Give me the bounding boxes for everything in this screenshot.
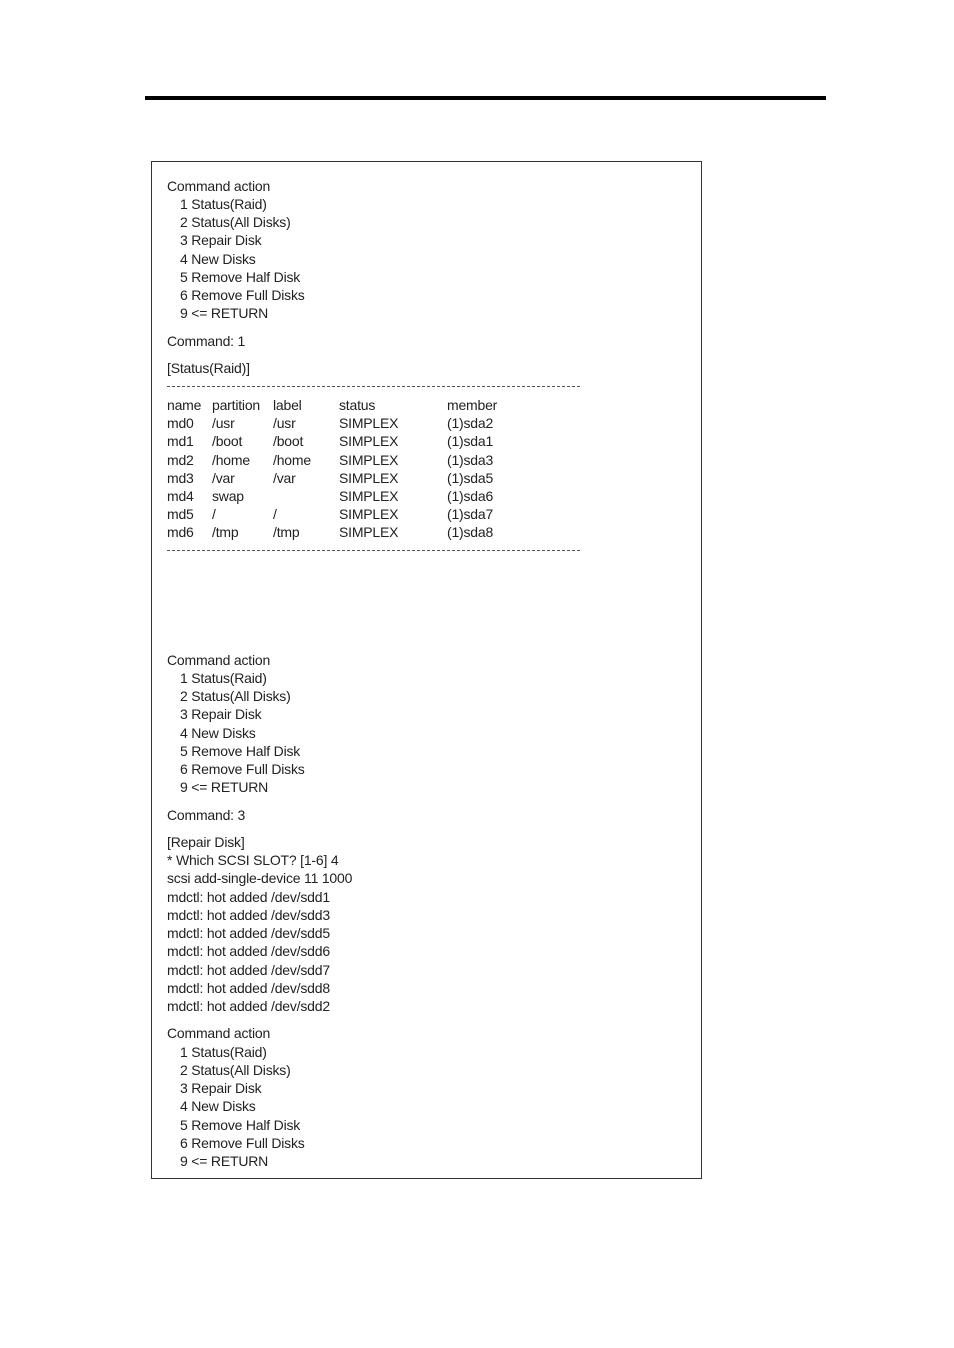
output-line: mdctl: hot added /dev/sdd3 xyxy=(167,907,330,923)
table-cell: (1)sda7 xyxy=(447,506,494,522)
menu-option: 6 Remove Full Disks xyxy=(180,761,305,777)
menu-option: 3 Repair Disk xyxy=(180,706,262,722)
table-cell: (1)sda3 xyxy=(447,452,494,468)
table-cell: /var xyxy=(212,470,235,486)
command-line: Command: 3 xyxy=(167,807,246,823)
menu-option: 1 Status(Raid) xyxy=(180,1044,267,1060)
menu-option: 1 Status(Raid) xyxy=(180,196,267,212)
table-cell: /boot xyxy=(273,433,304,449)
console-panel xyxy=(151,161,702,1179)
menu-option: 3 Repair Disk xyxy=(180,232,262,248)
table-cell: md5 xyxy=(167,506,194,522)
section-title: [Repair Disk] xyxy=(167,834,245,850)
table-cell: / xyxy=(212,506,216,522)
output-line: * Which SCSI SLOT? [1-6] 4 xyxy=(167,852,339,868)
output-line: scsi add-single-device 11 1000 xyxy=(167,870,353,886)
table-cell: /home xyxy=(212,452,250,468)
table-cell: /tmp xyxy=(212,524,239,540)
table-cell: SIMPLEX xyxy=(339,524,399,540)
table-header-cell: member xyxy=(447,397,498,413)
menu-option: 6 Remove Full Disks xyxy=(180,1135,305,1151)
table-cell: md3 xyxy=(167,470,194,486)
table-cell: (1)sda8 xyxy=(447,524,494,540)
table-cell: md2 xyxy=(167,452,194,468)
table-cell: /boot xyxy=(212,433,243,449)
menu-option: 1 Status(Raid) xyxy=(180,670,267,686)
table-cell: (1)sda6 xyxy=(447,488,494,504)
table-cell: md0 xyxy=(167,415,194,431)
table-cell: SIMPLEX xyxy=(339,433,399,449)
menu-option: 3 Repair Disk xyxy=(180,1080,262,1096)
output-line: mdctl: hot added /dev/sdd8 xyxy=(167,980,330,996)
table-header-cell: partition xyxy=(212,397,261,413)
command-action-header: Command action xyxy=(167,1025,271,1041)
command-action-header: Command action xyxy=(167,652,271,668)
table-header-cell: name xyxy=(167,397,202,413)
table-cell: SIMPLEX xyxy=(339,415,399,431)
table-cell: md6 xyxy=(167,524,194,540)
table-cell: SIMPLEX xyxy=(339,506,399,522)
menu-option: 2 Status(All Disks) xyxy=(180,1062,291,1078)
table-cell: (1)sda5 xyxy=(447,470,494,486)
output-line: mdctl: hot added /dev/sdd2 xyxy=(167,998,330,1014)
table-header-cell: status xyxy=(339,397,376,413)
menu-option: 9 <= RETURN xyxy=(180,305,269,321)
table-cell: md4 xyxy=(167,488,194,504)
menu-option: 4 New Disks xyxy=(180,1098,256,1114)
table-cell: /var xyxy=(273,470,296,486)
menu-option: 5 Remove Half Disk xyxy=(180,743,301,759)
table-cell: / xyxy=(273,506,277,522)
menu-option: 9 <= RETURN xyxy=(180,1153,269,1169)
menu-option: 6 Remove Full Disks xyxy=(180,287,305,303)
table-divider-top xyxy=(167,386,580,387)
menu-option: 4 New Disks xyxy=(180,725,256,741)
section-title: [Status(Raid)] xyxy=(167,360,250,376)
table-cell: /usr xyxy=(212,415,235,431)
table-cell: /tmp xyxy=(273,524,300,540)
table-cell: swap xyxy=(212,488,244,504)
menu-option: 5 Remove Half Disk xyxy=(180,1117,301,1133)
command-line: Command: 1 xyxy=(167,333,246,349)
table-header-cell: label xyxy=(273,397,302,413)
menu-option: 2 Status(All Disks) xyxy=(180,214,291,230)
table-cell: (1)sda1 xyxy=(447,433,494,449)
output-line: mdctl: hot added /dev/sdd1 xyxy=(167,889,330,905)
table-divider-bottom xyxy=(167,550,580,551)
table-cell: /usr xyxy=(273,415,296,431)
table-cell: /home xyxy=(273,452,311,468)
menu-option: 4 New Disks xyxy=(180,251,256,267)
table-cell: SIMPLEX xyxy=(339,452,399,468)
output-line: mdctl: hot added /dev/sdd6 xyxy=(167,943,330,959)
menu-option: 5 Remove Half Disk xyxy=(180,269,301,285)
output-line: mdctl: hot added /dev/sdd7 xyxy=(167,962,330,978)
menu-option: 2 Status(All Disks) xyxy=(180,688,291,704)
table-cell: SIMPLEX xyxy=(339,470,399,486)
menu-option: 9 <= RETURN xyxy=(180,779,269,795)
top-rule xyxy=(145,96,826,100)
output-line: mdctl: hot added /dev/sdd5 xyxy=(167,925,330,941)
table-cell: SIMPLEX xyxy=(339,488,399,504)
table-cell: (1)sda2 xyxy=(447,415,494,431)
table-cell: md1 xyxy=(167,433,194,449)
command-action-header: Command action xyxy=(167,178,271,194)
